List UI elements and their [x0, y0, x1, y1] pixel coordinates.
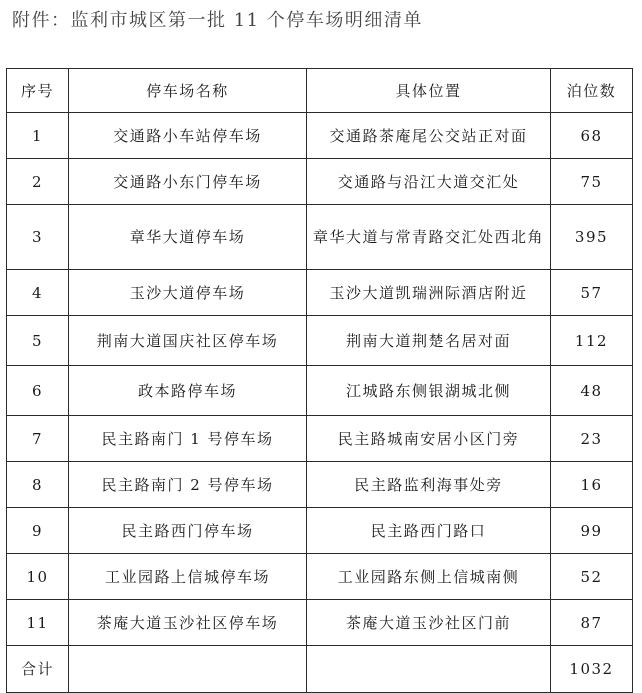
cell-capacity: 52: [551, 554, 633, 600]
cell-location: 章华大道与常青路交汇处西北角: [307, 205, 551, 270]
table-row: [7, 113, 633, 159]
cell-no: 8: [7, 462, 69, 508]
cell-name: 玉沙大道停车场: [69, 270, 307, 316]
cell-no: 2: [7, 159, 69, 205]
table-row: [7, 270, 633, 316]
header-location: 具体位置: [307, 69, 551, 113]
cell-no: 7: [7, 416, 69, 462]
header-name: 停车场名称: [69, 69, 307, 113]
page-title: 附件：监利市城区第一批 11 个停车场明细清单: [12, 10, 423, 31]
cell-location: 茶庵大道玉沙社区门前: [307, 600, 551, 646]
cell-location: 民主路城南安居小区门旁: [307, 416, 551, 462]
cell-name: 茶庵大道玉沙社区停车场: [69, 600, 307, 646]
cell-name: 民主路南门 2 号停车场: [69, 462, 307, 508]
total-capacity: 1032: [551, 646, 633, 693]
cell-name: 民主路西门停车场: [69, 508, 307, 554]
cell-capacity: 87: [551, 600, 633, 646]
cell-location: 江城路东侧银湖城北侧: [307, 366, 551, 416]
cell-capacity: 395: [551, 205, 633, 270]
table-row: [7, 416, 633, 462]
cell-name: 荆南大道国庆社区停车场: [69, 316, 307, 366]
cell-no: 9: [7, 508, 69, 554]
table-header-row: [7, 69, 633, 113]
cell-capacity: 48: [551, 366, 633, 416]
cell-name: 交通路小车站停车场: [69, 113, 307, 159]
header-capacity: 泊位数: [551, 69, 633, 113]
total-row: [7, 646, 633, 693]
parking-lot-table: [6, 68, 633, 693]
cell-location: 交通路茶庵尾公交站正对面: [307, 113, 551, 159]
cell-capacity: 75: [551, 159, 633, 205]
table-row: [7, 316, 633, 366]
cell-name: 交通路小东门停车场: [69, 159, 307, 205]
cell-capacity: 99: [551, 508, 633, 554]
cell-name: 章华大道停车场: [69, 205, 307, 270]
header-no: 序号: [7, 69, 69, 113]
cell-name: 工业园路上信城停车场: [69, 554, 307, 600]
cell-capacity: 68: [551, 113, 633, 159]
cell-location: 工业园路东侧上信城南侧: [307, 554, 551, 600]
cell-capacity: 16: [551, 462, 633, 508]
cell-location: 民主路监利海事处旁: [307, 462, 551, 508]
cell-no: 3: [7, 205, 69, 270]
cell-location: 交通路与沿江大道交汇处: [307, 159, 551, 205]
cell-no: 11: [7, 600, 69, 646]
cell-no: 6: [7, 366, 69, 416]
table-row: [7, 366, 633, 416]
cell-no: 10: [7, 554, 69, 600]
table-row: [7, 205, 633, 270]
total-label: 合计: [7, 646, 69, 693]
table-row: [7, 554, 633, 600]
table-row: [7, 600, 633, 646]
cell-no: 1: [7, 113, 69, 159]
cell-location: 玉沙大道凯瑞洲际酒店附近: [307, 270, 551, 316]
table-row: [7, 159, 633, 205]
total-empty-name: [69, 646, 307, 693]
cell-no: 4: [7, 270, 69, 316]
cell-location: 荆南大道荆楚名居对面: [307, 316, 551, 366]
total-empty-location: [307, 646, 551, 693]
cell-capacity: 57: [551, 270, 633, 316]
cell-capacity: 23: [551, 416, 633, 462]
table-row: [7, 508, 633, 554]
table-row: [7, 462, 633, 508]
cell-name: 政本路停车场: [69, 366, 307, 416]
cell-name: 民主路南门 1 号停车场: [69, 416, 307, 462]
cell-location: 民主路西门路口: [307, 508, 551, 554]
cell-no: 5: [7, 316, 69, 366]
cell-capacity: 112: [551, 316, 633, 366]
